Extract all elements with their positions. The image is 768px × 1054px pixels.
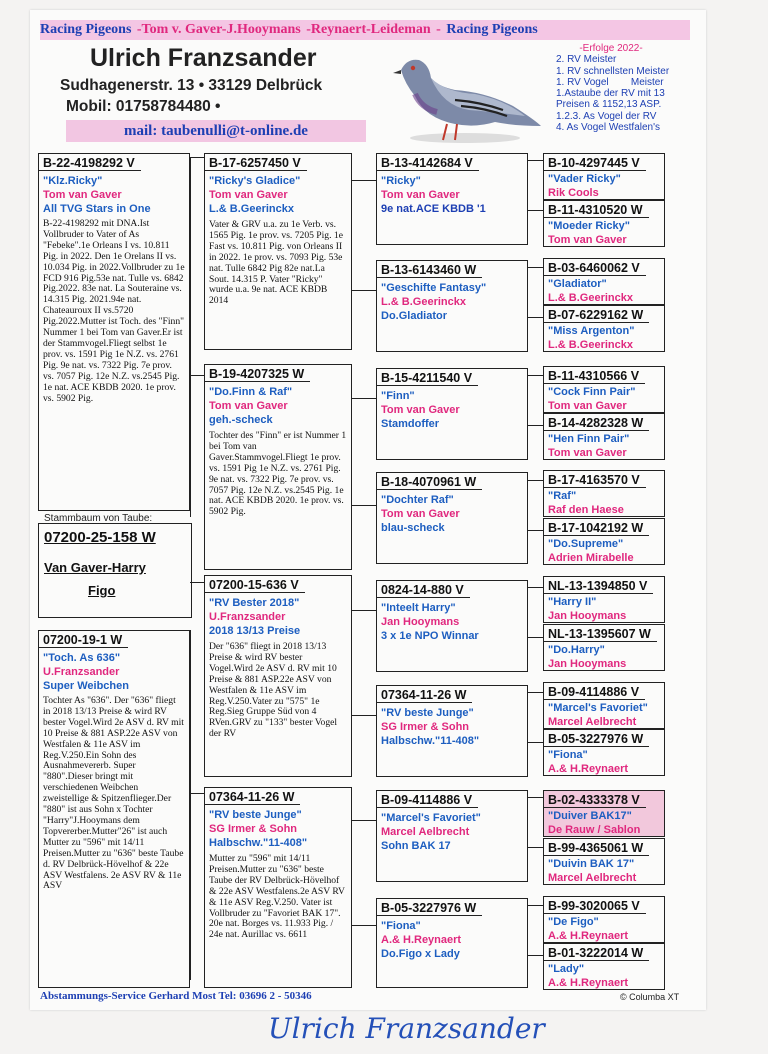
ancestor-card[interactable] bbox=[543, 729, 665, 776]
grandparent-card[interactable] bbox=[204, 364, 352, 570]
breeder-email: mail: taubenulli@t-online.de bbox=[66, 120, 366, 142]
great-grandparent-card[interactable] bbox=[376, 368, 528, 460]
pigeon-name: "Ricky's Gladice" bbox=[209, 175, 301, 187]
connector-line bbox=[190, 630, 191, 980]
connector-line bbox=[350, 290, 376, 291]
subject-ring-number: 07200-25-158 W bbox=[44, 529, 156, 546]
pigeon-name: "Fiona" bbox=[548, 749, 588, 761]
connector-line bbox=[527, 160, 543, 161]
connector-line bbox=[350, 180, 376, 181]
ancestor-card[interactable] bbox=[543, 470, 665, 517]
connector-line bbox=[190, 157, 191, 517]
breeder-address: Sudhagenerstr. 13 • 33129 Delbrück bbox=[60, 77, 323, 94]
pigeon-note: Do.Figo x Lady bbox=[381, 948, 460, 960]
footer-copyright: © Columba XT bbox=[620, 992, 680, 1002]
connector-line bbox=[527, 692, 543, 693]
pigeon-name: "RV Bester 2018" bbox=[209, 597, 300, 609]
connector-line bbox=[350, 610, 376, 611]
connector-line bbox=[527, 742, 543, 743]
pigeon-name: "Raf" bbox=[548, 490, 577, 502]
ancestor-card[interactable] bbox=[543, 624, 665, 671]
pigeon-owner: A.& H.Reynaert bbox=[548, 977, 629, 989]
pigeon-note: Halbschw."11-408" bbox=[209, 837, 308, 849]
ring-number: B-13-6143460 W bbox=[377, 263, 482, 278]
footer-service: Abstammungs-Service Gerhard Most Tel: 03696 2 - 50346 bbox=[40, 990, 312, 1002]
ring-number: B-03-6460062 V bbox=[544, 261, 646, 276]
ring-number: B-01-3222014 W bbox=[544, 946, 649, 961]
connector-line bbox=[527, 530, 543, 531]
ancestor-card[interactable] bbox=[543, 838, 665, 885]
great-grandparent-card[interactable] bbox=[376, 472, 528, 564]
parent-card-dam[interactable] bbox=[38, 630, 190, 988]
pigeon-name: "Toch. As 636" bbox=[43, 652, 121, 664]
pigeon-name: "Cock Finn Pair" bbox=[548, 386, 636, 398]
ring-number: B-02-4333378 V bbox=[544, 793, 646, 808]
pigeon-name: "Dochter Raf" bbox=[381, 494, 454, 506]
pigeon-owner: U.Franzsander bbox=[43, 666, 120, 678]
connector-line bbox=[350, 505, 376, 506]
pigeon-description: B-22-4198292 mit DNA.Ist Vollbruder to Vater of As "Febeke".1e Orleans I vs. 10.811 Pig. in 2022. Den 1e Orelans II vs. 10.034 Pig. in 2022.Vollbruder zu 1e FCD 916 Pig.53e nat. Tulle vs. 6842 Pig.2022. 83e nat. La Souteraine vs. 14.315 Pig. 2021.94e nat. Chateauroux II vs.5720 Pig.2022.Mutter ist Toch. des "Finn" Nummer 1 bei Tom van Gaver.Er ist der Stammvogel.Fliegt selbst 1e prov. vs. 1591 Pig 1e N.Z. vs. 2761 Pig. 9e nat. vs. 7322 Pig. 7e prov. vs. 7057 Pig. 12e N.Z. vs.2545 Pig. 1e nat. ACE KBDB 2020. 1e prov. vs. 5902 Pig. bbox=[43, 218, 185, 404]
pigeon-owner: De Rauw / Sablon bbox=[548, 824, 641, 836]
connector-line bbox=[527, 905, 543, 906]
pigeon-owner: Tom van Gaver bbox=[381, 189, 460, 201]
success-line: 1.2.3. As Vogel der RV bbox=[556, 110, 657, 122]
connector-line bbox=[527, 587, 543, 588]
pigeon-name: "Do.Finn & Raf" bbox=[209, 386, 293, 398]
connector-line bbox=[527, 637, 543, 638]
pigeon-owner: Marcel Aelbrecht bbox=[548, 716, 637, 728]
ring-number: B-99-4365061 W bbox=[544, 841, 649, 856]
pigeon-owner: Tom van Gaver bbox=[43, 189, 122, 201]
pigeon-owner: Jan Hooymans bbox=[548, 610, 627, 622]
pigeon-name: "Klz.Ricky" bbox=[43, 175, 103, 187]
pigeon-note: 9e nat.ACE KBDB '1 bbox=[381, 203, 486, 215]
pigeon-note: Do.Gladiator bbox=[381, 310, 448, 322]
pigeon-name: "Harry II" bbox=[548, 596, 597, 608]
pigeon-owner: Tom van Gaver bbox=[548, 447, 627, 459]
ring-number: B-18-4070961 W bbox=[377, 475, 482, 490]
pigeon-owner: Tom van Gaver bbox=[548, 400, 627, 412]
pigeon-name: "Marcel's Favoriet" bbox=[381, 812, 481, 824]
ring-number: B-11-4310566 V bbox=[544, 369, 645, 384]
pigeon-owner: Tom van Gaver bbox=[209, 400, 288, 412]
success-list bbox=[556, 43, 696, 133]
ancestor-card[interactable] bbox=[543, 518, 665, 565]
connector-line bbox=[527, 847, 543, 848]
ring-number: B-10-4297445 V bbox=[544, 156, 646, 171]
ancestor-card[interactable] bbox=[543, 153, 665, 200]
pigeon-owner: SG Irmer & Sohn bbox=[381, 721, 470, 733]
connector-line bbox=[350, 925, 376, 926]
pigeon-name: "Inteelt Harry" bbox=[381, 602, 456, 614]
pigeon-note: Sohn BAK 17 bbox=[381, 840, 451, 852]
pigeon-owner: Jan Hooymans bbox=[381, 616, 460, 628]
ring-number: NL-13-1395607 W bbox=[544, 627, 657, 642]
great-grandparent-card[interactable] bbox=[376, 790, 528, 882]
pigeon-owner: Marcel Aelbrecht bbox=[381, 826, 470, 838]
pigeon-name: "Do.Harry" bbox=[548, 644, 605, 656]
connector-line bbox=[527, 317, 543, 318]
ancestor-card[interactable] bbox=[543, 896, 665, 943]
great-grandparent-card[interactable] bbox=[376, 580, 528, 672]
pigeon-name: "Duiver BAK17" bbox=[548, 810, 632, 822]
pigeon-owner: Adrien Mirabelle bbox=[548, 552, 634, 564]
success-line: 4. As Vogel Westfalen's bbox=[556, 122, 661, 134]
pigeon-owner: A.& H.Reynaert bbox=[381, 934, 462, 946]
pigeon-note: 2018 13/13 Preise bbox=[209, 625, 301, 637]
ring-number: B-19-4207325 W bbox=[205, 367, 310, 382]
banner-text: -Reynaert-Leideman bbox=[306, 22, 431, 37]
pigeon-name: "Hen Finn Pair" bbox=[548, 433, 630, 445]
pigeon-name: "Moeder Ricky" bbox=[548, 220, 630, 232]
pigeon-description: Vater & GRV u.a. zu 1e Verb. vs. 1565 Pig. 1e prov. vs. 7205 Pig. 1e Fast vs. 10.811 Pig. von Orleans II in 2022. 1e prov. vs. 7093 Pig. 53e nat. Tulle 6842 Pig 82e nat.La Sout. 14.315 P. Vater "Ricky" wurde u.a. 9e nat. ACE KBDB 2014 bbox=[209, 219, 343, 307]
banner-text: -Tom v. Gaver-J.Hooymans bbox=[136, 22, 301, 37]
pigeon-owner: Marcel Aelbrecht bbox=[548, 872, 637, 884]
pigeon-description: Tochter As "636". Der "636" fliegt in 2018 13/13 Preise & wird RV bester Vogel.Wird 2e ASV d. RV mit 10 Preise & 881 ASP.22e ASV von Westfalen & 11e ASV im Reg.V.250.Ein Sohn des Ausnahmevererb. Super "880".Dieser bringt mit verschiedenen Weibchen zweistellige & Spitzenflieger.Der "880" ist aus Sohn x Tochter "Harry"J.Hooymans dem Topvererber.Mutter"26" ist auch Mutter zu "596" mit 14/11 Preisen.Mutter zu "636" beste Taube d. RV Delbrück-Hövelhof & 22e ASV Westfalens. 2e ASV RV & 11e ASV bbox=[43, 695, 184, 892]
pigeon-note: Halbschw."11-408" bbox=[381, 735, 480, 747]
banner-text: Racing Pigeons bbox=[446, 22, 538, 37]
grandparent-card[interactable] bbox=[204, 153, 352, 350]
pigeon-name: "Vader Ricky" bbox=[548, 173, 621, 185]
ancestor-card[interactable] bbox=[543, 366, 665, 413]
ring-number: B-13-4142684 V bbox=[377, 156, 479, 171]
connector-line bbox=[350, 820, 376, 821]
success-line: 1. RV schnellsten Meister bbox=[556, 65, 670, 77]
ancestor-card[interactable] bbox=[543, 576, 665, 623]
ring-number: B-05-3227976 W bbox=[377, 901, 482, 916]
pigeon-owner: A.& H.Reynaert bbox=[548, 930, 629, 942]
ring-number: B-09-4114886 V bbox=[544, 685, 645, 700]
pigeon-owner: L.& B.Geerinckx bbox=[548, 292, 633, 304]
success-title: -Erfolge 2022- bbox=[579, 43, 643, 54]
pigeon-owner: L.& B.Geerinckx bbox=[381, 296, 466, 308]
connector-line bbox=[527, 267, 543, 268]
pigeon-owner: SG Irmer & Sohn bbox=[209, 823, 298, 835]
pigeon-name: "Miss Argenton" bbox=[548, 325, 635, 337]
pigeon-name: "Do.Supreme" bbox=[548, 538, 624, 550]
pigeon-owner: U.Franzsander bbox=[209, 611, 286, 623]
ring-number: B-17-6257450 V bbox=[205, 156, 307, 171]
connector-line bbox=[527, 425, 543, 426]
pigeon-description: Der "636" fliegt in 2018 13/13 Preise & wird RV bester Vogel.Wird 2e ASV d. RV mit 10 Preise & 881 ASP.22e ASV von Westfalen & 11e ASV im Reg.V.250.Vater zu "575" 1e Reg.Sieg Gruppe Süd von 4 RVen.GRV zu "133" bester Vogel der RV bbox=[209, 641, 338, 740]
pigeon-name: "Gladiator" bbox=[548, 278, 607, 290]
connector-line bbox=[527, 480, 543, 481]
success-line: 2. RV Meister bbox=[556, 54, 617, 66]
pigeon-owner: Tom van Gaver bbox=[381, 404, 460, 416]
pigeon-note: geh.-scheck bbox=[209, 414, 273, 426]
pigeon-note: Super Weibchen bbox=[43, 680, 129, 692]
pigeon-note: Stamdoffer bbox=[381, 418, 440, 430]
handwritten-signature: Ulrich Franzsander bbox=[268, 1012, 545, 1045]
ancestor-card[interactable] bbox=[543, 682, 665, 729]
connector-line bbox=[527, 797, 543, 798]
breeder-mobile: Mobil: 01758784480 • bbox=[66, 98, 221, 115]
banner-text: - bbox=[436, 22, 441, 37]
ancestor-card[interactable] bbox=[543, 200, 665, 247]
ring-number: 07200-15-636 V bbox=[205, 578, 305, 593]
banner-text: Racing Pigeons bbox=[40, 22, 132, 37]
ring-number: B-17-1042192 W bbox=[544, 521, 649, 536]
pigeon-owner: L.& B.Geerinckx bbox=[548, 339, 633, 351]
subject-label: Stammbaum von Taube: bbox=[44, 513, 153, 524]
grandparent-card[interactable] bbox=[204, 787, 352, 988]
pigeon-name: "RV beste Junge" bbox=[209, 809, 302, 821]
ring-number: B-22-4198292 V bbox=[39, 156, 141, 171]
success-line: Preisen & 1152,13 ASP. bbox=[556, 99, 662, 111]
connector-line bbox=[527, 375, 543, 376]
ring-number: 0824-14-880 V bbox=[377, 583, 470, 598]
connector-line bbox=[190, 157, 204, 158]
connector-line bbox=[350, 715, 376, 716]
ring-number: 07200-19-1 W bbox=[39, 633, 128, 648]
pigeon-note: All TVG Stars in One bbox=[43, 203, 151, 215]
pigeon-name: "De Figo" bbox=[548, 916, 599, 928]
pigeon-name: "Fiona" bbox=[381, 920, 421, 932]
pigeon-description: Tochter des "Finn" er ist Nummer 1 bei Tom van Gaver.Stammvogel.Fliegt 1e prov. vs. 1591 Pig 1e N.Z. vs. 2761 Pig. 9e nat. vs. 7322 Pig. 7e prov. vs. 7057 Pig. 12e N.Z. vs.2545 Pig. 1e nat. ACE KBDB 2020. 1e prov. vs. 5902 Pig. bbox=[209, 430, 347, 518]
pigeon-note: 3 x 1e NPO Winnar bbox=[381, 630, 479, 642]
pigeon-name: "Ricky" bbox=[381, 175, 421, 187]
ring-number: B-14-4282328 W bbox=[544, 416, 649, 431]
great-grandparent-card[interactable] bbox=[376, 260, 528, 352]
ancestor-card[interactable] bbox=[543, 258, 665, 305]
pigeon-owner: Raf den Haese bbox=[548, 504, 624, 516]
grandparent-card[interactable] bbox=[204, 575, 352, 777]
pigeon-note: blau-scheck bbox=[381, 522, 445, 534]
parent-card-sire[interactable] bbox=[38, 153, 190, 511]
pigeon-name: "RV beste Junge" bbox=[381, 707, 474, 719]
pigeon-owner: Tom van Gaver bbox=[209, 189, 288, 201]
subject-name-2: Figo bbox=[88, 583, 116, 598]
ring-number: B-15-4211540 V bbox=[377, 371, 478, 386]
ring-number: 07364-11-26 W bbox=[377, 688, 472, 703]
ring-number: B-99-3020065 V bbox=[544, 899, 646, 914]
ring-number: NL-13-1394850 V bbox=[544, 579, 653, 594]
connector-line bbox=[527, 210, 543, 211]
pigeon-name: "Lady" bbox=[548, 963, 585, 975]
breeder-name: Ulrich Franzsander bbox=[90, 44, 317, 72]
connector-line bbox=[190, 582, 204, 583]
connector-line bbox=[190, 375, 204, 376]
ring-number: B-05-3227976 W bbox=[544, 732, 649, 747]
great-grandparent-card[interactable] bbox=[376, 898, 528, 988]
pigeon-icon bbox=[385, 46, 545, 151]
connector-line bbox=[190, 793, 204, 794]
great-grandparent-card[interactable] bbox=[376, 153, 528, 245]
pigeon-name: "Geschifte Fantasy" bbox=[381, 282, 487, 294]
ring-number: B-17-4163570 V bbox=[544, 473, 646, 488]
connector-line bbox=[527, 955, 543, 956]
pigeon-name: "Finn" bbox=[381, 390, 415, 402]
success-line: 1. RV Vogel Meister bbox=[556, 76, 664, 88]
pigeon-owner: Jan Hooymans bbox=[548, 658, 627, 670]
pigeon-description: Mutter zu "596" mit 14/11 Preisen.Mutter zu "636" beste Taube der RV Delbrück-Hövelhof & 22e ASV Westfalens.2e ASV RV & 11e ASV Reg.V.250. Vater ist Vollbruder zu "Favoriet BAK 17". 20e nat. Borges vs. 11.933 Pig. / 24e nat. Aurillac vs. 6611 bbox=[209, 853, 345, 941]
ancestor-card[interactable] bbox=[543, 413, 665, 460]
ancestor-card[interactable] bbox=[543, 305, 665, 352]
ring-number: B-11-4310520 W bbox=[544, 203, 649, 218]
success-line: 1.Astaube der RV mit 13 bbox=[556, 88, 665, 100]
header-banner bbox=[40, 20, 690, 40]
ring-number: B-07-6229162 W bbox=[544, 308, 649, 323]
pigeon-name: "Duivin BAK 17" bbox=[548, 858, 635, 870]
subject-name: Van Gaver-Harry bbox=[44, 560, 146, 575]
pigeon-owner: Tom van Gaver bbox=[381, 508, 460, 520]
pigeon-note: L.& B.Geerinckx bbox=[209, 203, 294, 215]
ancestor-card-highlighted[interactable] bbox=[543, 790, 665, 837]
pigeon-owner: Tom van Gaver bbox=[548, 234, 627, 246]
ring-number: 07364-11-26 W bbox=[205, 790, 300, 805]
ring-number: B-09-4114886 V bbox=[377, 793, 478, 808]
pigeon-owner: A.& H.Reynaert bbox=[548, 763, 629, 775]
pigeon-name: "Marcel's Favoriet" bbox=[548, 702, 648, 714]
ancestor-card[interactable] bbox=[543, 943, 665, 990]
great-grandparent-card[interactable] bbox=[376, 685, 528, 777]
pigeon-owner: Rik Cools bbox=[548, 187, 599, 199]
connector-line bbox=[350, 398, 376, 399]
